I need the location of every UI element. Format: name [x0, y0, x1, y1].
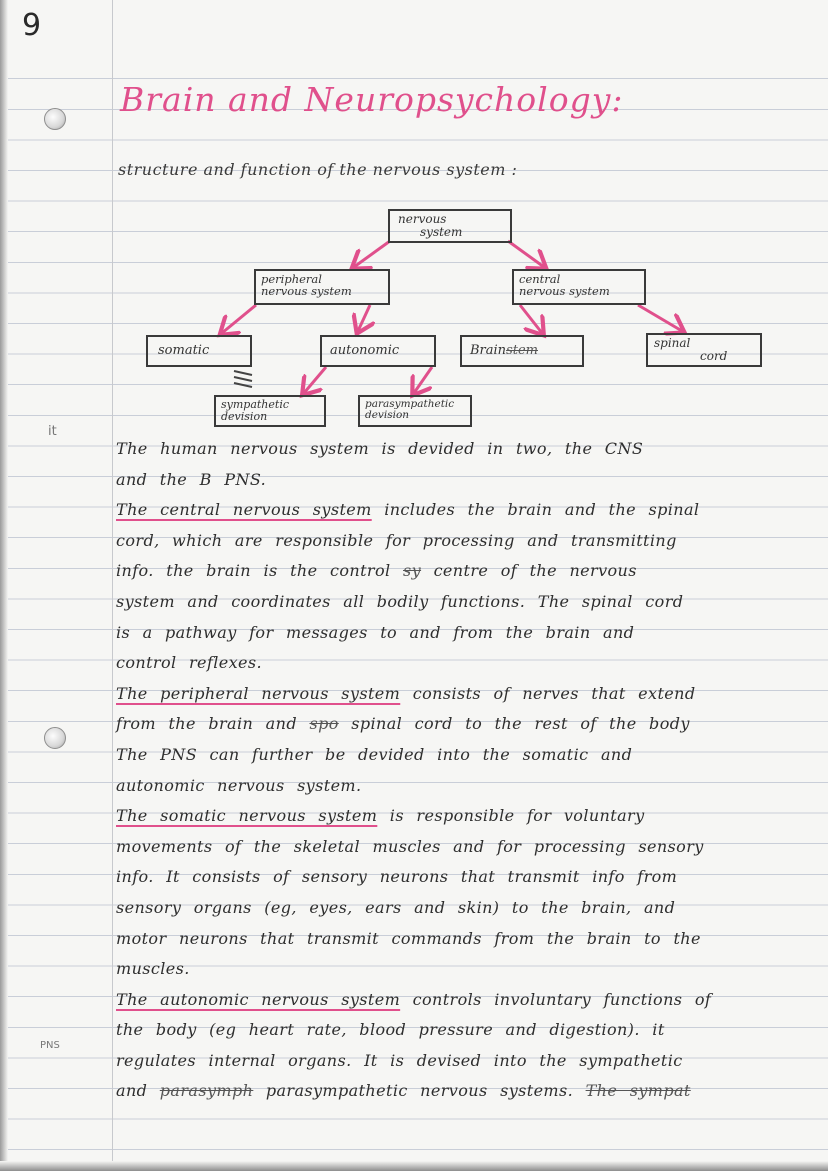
arrow [358, 305, 370, 331]
crossed-out-text: sy [403, 561, 422, 581]
page-shadow-bottom [0, 1161, 828, 1171]
scribble-mark [234, 371, 252, 387]
box-brainstem: Brainstem [460, 335, 584, 367]
crossed-out-text: parasymph [159, 1081, 254, 1101]
box-spinal-cord: spinal cord [646, 333, 762, 367]
line-text: spinal cord to the rest of the body [338, 714, 690, 734]
arrow [304, 367, 326, 393]
text-line [116, 648, 816, 679]
paragraph [116, 495, 816, 679]
text-line [116, 771, 816, 802]
arrow [222, 305, 256, 333]
text-line [116, 709, 816, 740]
text-line [116, 556, 816, 587]
nervous-system-diagram [140, 205, 780, 435]
box-somatic: somatic [146, 335, 252, 367]
box-central-nervous-system: central nervous system [512, 269, 646, 305]
notes-body [116, 434, 816, 1107]
paragraph [116, 801, 816, 985]
line-text: regulates internal organs. It is devised into the sympathetic [116, 1050, 683, 1070]
line-text: and the B PNS. [116, 469, 267, 489]
crossed-out-text: spo [309, 714, 339, 734]
line-text: control reflexes. [116, 653, 263, 673]
arrow [508, 241, 544, 267]
paragraph [116, 985, 816, 1107]
page-shadow-left [0, 0, 8, 1171]
text-line [116, 465, 816, 496]
line-text: sensory organs (eg, eyes, ears and skin) to the brain, and [116, 897, 676, 917]
arrow [520, 305, 542, 333]
text-line [116, 893, 816, 924]
text-line [116, 954, 816, 985]
section-heading: The central nervous system [116, 500, 372, 520]
line-text: muscles. [116, 959, 190, 979]
text-line [116, 924, 816, 955]
line-text: from the brain and [116, 714, 310, 734]
line-text: is a pathway for messages to and from the brain and [116, 622, 635, 642]
line-text: is responsible for voluntary [377, 806, 645, 826]
crossed-out-text: The sympat [585, 1081, 691, 1101]
margin-note: PNS [40, 1040, 60, 1051]
page-title: Brain and Neuropsychology: [120, 80, 624, 119]
text-line [116, 740, 816, 771]
text-line [116, 679, 816, 710]
line-text: controls involuntary functions of [400, 989, 712, 1009]
section-heading: The autonomic nervous system [116, 989, 401, 1009]
top-blank-band [0, 0, 828, 78]
text-line [116, 832, 816, 863]
paragraph [116, 434, 816, 495]
line-text: info. It consists of sensory neurons that transmit info from [116, 867, 678, 887]
text-line [116, 1015, 816, 1046]
text-line [116, 1076, 816, 1107]
line-text: The human nervous system is devided in two, the CNS [116, 439, 644, 458]
punch-hole [44, 108, 66, 130]
section-heading: The somatic nervous system [116, 806, 378, 826]
line-text: info. the brain is the control [116, 561, 404, 581]
box-sympathetic-division: sympathetic devision [214, 395, 326, 427]
line-text: centre of the nervous [421, 561, 637, 581]
margin-note: it [48, 424, 57, 439]
box-nervous-system: nervous system [388, 209, 512, 243]
section-heading: The peripheral nervous system [116, 683, 401, 703]
page-number: 9 [22, 8, 42, 43]
line-text: consists of nerves that extend [400, 683, 696, 703]
subtitle: structure and function of the nervous system : [118, 160, 518, 179]
line-text: includes the brain and the spinal [371, 500, 700, 520]
arrow [414, 367, 432, 393]
line-text: motor neurons that transmit commands from the brain to the [116, 928, 701, 948]
arrow [354, 241, 390, 267]
box-parasympathetic-division: parasympathetic devision [358, 395, 472, 427]
text-line [116, 434, 816, 465]
line-text: parasympathetic nervous systems. [253, 1081, 586, 1101]
margin-line [112, 0, 113, 1171]
text-line [116, 1046, 816, 1077]
line-text: The PNS can further be devided into the somatic and [116, 744, 633, 764]
line-text: cord, which are responsible for processing and transmitting [116, 530, 677, 550]
box-peripheral-nervous-system: peripheral nervous system [254, 269, 390, 305]
paragraph [116, 679, 816, 801]
text-line [116, 587, 816, 618]
line-text: and [116, 1081, 160, 1101]
line-text: movements of the skeletal muscles and for processing sensory [116, 836, 704, 856]
text-line [116, 801, 816, 832]
text-line [116, 526, 816, 557]
text-line [116, 618, 816, 649]
line-text: autonomic nervous system. [116, 775, 362, 795]
punch-hole [44, 727, 66, 749]
text-line [116, 862, 816, 893]
line-text: the body (eg heart rate, blood pressure and digestion). it [116, 1020, 665, 1040]
arrow [638, 305, 682, 331]
text-line [116, 495, 816, 526]
text-line [116, 985, 816, 1016]
line-text: system and coordinates all bodily functions. The spinal cord [116, 591, 684, 611]
box-autonomic: autonomic [320, 335, 436, 367]
